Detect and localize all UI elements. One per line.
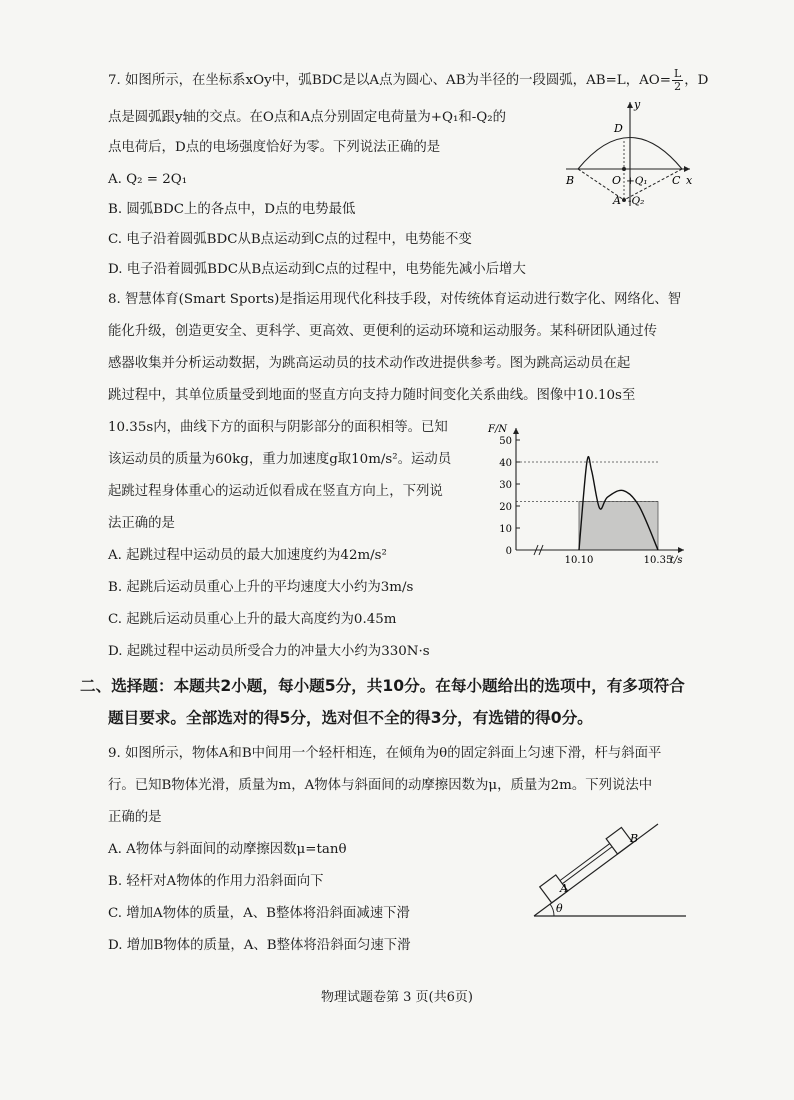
y-axis-label: F/N	[488, 424, 508, 435]
q7-label-x: x	[686, 174, 693, 187]
q7-option-b: B. 圆弧BDC上的各点中，D点的电势最低	[108, 202, 356, 217]
q7-label-plus-q1: +Q₁	[626, 175, 648, 187]
y-tick-label-5: 50	[499, 436, 512, 447]
y-tick-label-3: 30	[499, 480, 512, 491]
q9-incline-figure	[526, 816, 690, 920]
q9-option-d: D. 增加B物体的质量，A、B整体将沿斜面匀速下滑	[108, 938, 411, 953]
q8-stem-line-2: 能化升级，创造更安全、更科学、更高效、更便利的运动环境和运动服务。某科研团队通过传	[108, 324, 658, 339]
q7-option-c: C. 电子沿着圆弧BDC从B点运动到C点的过程中，电势能不变	[108, 232, 472, 247]
q8-stem-line-5: 10.35s内，曲线下方的面积与阴影部分的面积相等。已知	[108, 420, 448, 435]
q7-stem-line-2: 点是圆弧跟y轴的交点。在O点和A点分别固定电荷量为+Q₁和-Q₂的	[108, 110, 507, 125]
q8-option-b: B. 起跳后运动员重心上升的平均速度大小约为3m/s	[108, 580, 414, 595]
y-tick-label-0: 0	[505, 546, 512, 557]
x-axis-arrow	[678, 547, 684, 553]
q7-option-a: A. Q₂ = 2Q₁	[108, 172, 188, 187]
q7-stem-line-1: 7. 如图所示，在坐标系xOy中，弧BDC是以A点为圆心、AB为半径的一段圆弧，AB=L，AO= $\frac{L}{2}$ ，D	[108, 67, 709, 93]
q9-option-c: C. 增加A物体的质量，A、B整体将沿斜面减速下滑	[108, 906, 410, 921]
section-2-header-line-1: 二、选择题：本题共2小题，每小题5分，共10分。在每小题给出的选项中，有多项符合	[80, 677, 685, 695]
q7-label-c: C	[672, 174, 681, 187]
fraction-l-over-2: $\frac{L}{2}$	[673, 67, 682, 93]
q8-stem-line-6: 该运动员的质量为60kg，重力加速度g取10m/s²。运动员	[108, 452, 452, 467]
q9-block-b	[606, 827, 633, 854]
q8-force-time-chart	[486, 418, 698, 576]
q9-stem-line-2: 行。已知B物体光滑，质量为m，A物体与斜面间的动摩擦因数为μ，质量为2m。下列说法中	[108, 778, 653, 793]
q9-stem-line-3: 正确的是	[108, 810, 162, 825]
y-tick-label-2: 20	[499, 502, 512, 513]
q7-label-d: D	[614, 122, 623, 135]
y-axis-arrow	[513, 428, 519, 434]
q8-option-c: C. 起跳后运动员重心上升的最大高度约为0.45m	[108, 612, 397, 627]
q8-option-d: D. 起跳过程中运动员所受合力的冲量大小约为330N·s	[108, 644, 430, 659]
page-footer: 物理试题卷第 3 页(共6页)	[321, 990, 473, 1005]
q9-label-theta: θ	[556, 902, 563, 915]
q9-label-a: A	[560, 882, 568, 895]
x-tick-label-0: 10.10	[564, 555, 594, 566]
q8-option-a: A. 起跳过程中运动员的最大加速度约为42m/s²	[108, 548, 387, 563]
q7-label-minus-q2: -Q₂	[628, 195, 645, 207]
section-2-header-line-2: 题目要求。全部选对的得5分，选对但不全的得3分，有选错的得0分。	[108, 709, 593, 727]
q7-label-y: y	[634, 98, 641, 111]
q8-stem-line-7: 起跳过程身体重心的运动近似看成在竖直方向上，下列说	[108, 484, 443, 499]
q7-option-d: D. 电子沿着圆弧BDC从B点运动到C点的过程中，电势能先减小后增大	[108, 262, 526, 277]
x-axis-label: t/s	[670, 555, 683, 566]
q8-stem-line-4: 跳过程中，其单位质量受到地面的竖直方向支持力随时间变化关系曲线。图像中10.10s至	[108, 388, 636, 403]
y-tick-label-1: 10	[499, 524, 512, 535]
q8-stem-line-1: 8. 智慧体育(Smart Sports)是指运用现代化科技手段，对传统体育运动进行数字化、网络化、智	[108, 292, 682, 307]
q7-label-a: A	[613, 194, 621, 207]
shaded-area	[579, 502, 658, 550]
q9-option-b: B. 轻杆对A物体的作用力沿斜面向下	[108, 874, 324, 889]
q8-stem-line-8: 法正确的是	[108, 516, 175, 531]
q7-label-o: O	[612, 174, 622, 187]
y-tick-label-4: 40	[499, 458, 512, 469]
q7-arc-figure	[558, 94, 698, 214]
q9-stem-line-1: 9. 如图所示，物体A和B中间用一个轻杆相连，在倾角为θ的固定斜面上匀速下滑，杆与斜面平	[108, 746, 662, 761]
q7-stem-line-3: 点电荷后，D点的电场强度恰好为零。下列说法正确的是	[108, 140, 441, 155]
q8-stem-line-3: 感器收集并分析运动数据，为跳高运动员的技术动作改进提供参考。图为跳高运动员在起	[108, 356, 631, 371]
q9-option-a: A. A物体与斜面间的动摩擦因数μ=tanθ	[108, 842, 347, 857]
q9-label-b: B	[630, 832, 639, 845]
q7-label-b: B	[566, 174, 575, 187]
x-tick-label-1: 10.35	[643, 555, 673, 566]
